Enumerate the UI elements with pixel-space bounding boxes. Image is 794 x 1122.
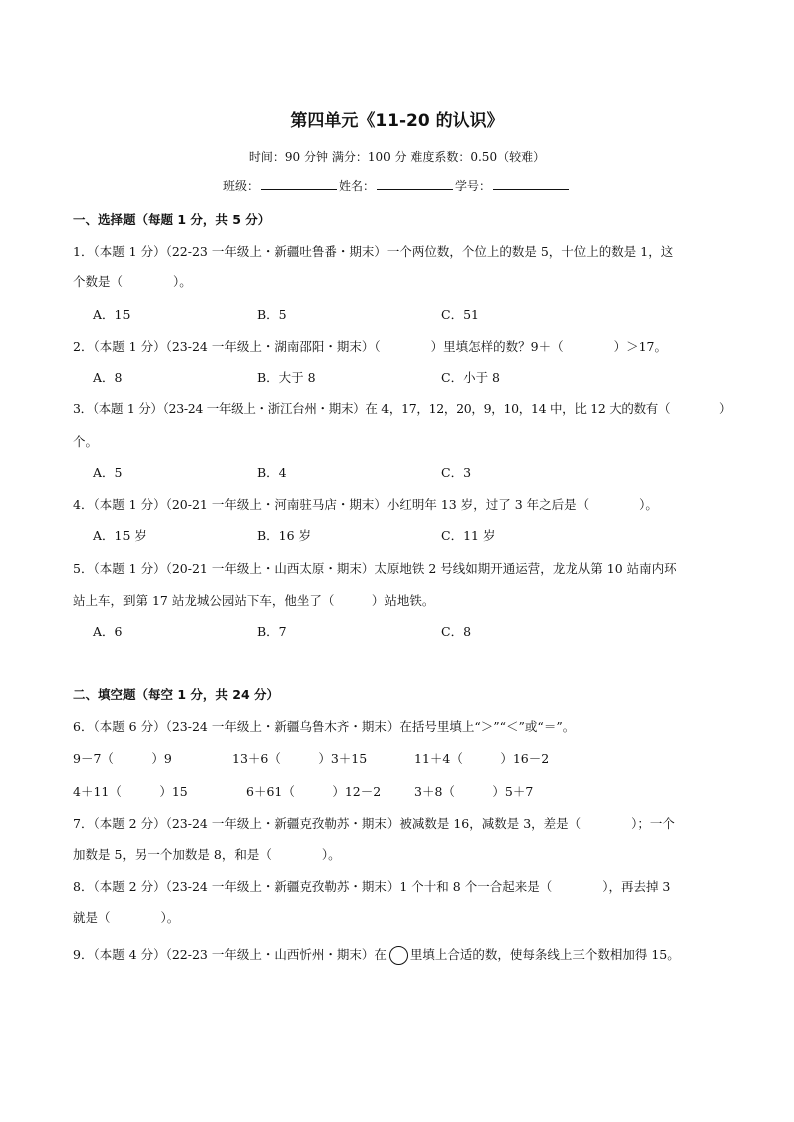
id-label: 学号： (455, 179, 492, 193)
q1-option-c[interactable]: C．51 (441, 307, 479, 322)
q6-compare-2[interactable]: 13＋6（ ）3＋15 (232, 751, 368, 766)
q1-text-line2: 个数是（ ）。 (73, 274, 192, 289)
circle-blank-icon (389, 946, 408, 965)
q1-text-line1: 1．（本题 1 分）（22-23 一年级上・新疆吐鲁番・期末）一个两位数，个位上的数是 5，十位上的数是 1，这 (73, 244, 674, 259)
q3-option-a[interactable]: A．5 (93, 465, 123, 480)
q1-option-b[interactable]: B．5 (257, 307, 287, 322)
q2-option-b[interactable]: B．大于 8 (257, 370, 316, 385)
q5-text-line1: 5．（本题 1 分）（20-21 一年级上・山西太原・期末）太原地铁 2 号线如期开通运营，龙龙从第 10 站南内环 (73, 561, 677, 576)
q8-text-line1: 8．（本题 2 分）（23-24 一年级上・新疆克孜勒苏・期末）1 个十和 8 个一合起来是（ ），再去掉 3 (73, 879, 671, 894)
q3-option-c[interactable]: C．3 (441, 465, 472, 480)
q2-option-c[interactable]: C．小于 8 (441, 370, 500, 385)
q7-text-line2: 加数是 5，另一个加数是 8，和是（ ）。 (73, 847, 341, 862)
q6-text-line1: 6．（本题 6 分）（23-24 一年级上・新疆乌鲁木齐・期末）在括号里填上“＞”“＜”或“＝”。 (73, 719, 576, 734)
q8-text-line2: 就是（ ）。 (73, 910, 180, 925)
q4-option-b[interactable]: B．16 岁 (257, 528, 312, 543)
class-blank[interactable] (261, 177, 337, 190)
class-label: 班级： (222, 179, 259, 193)
student-info (0, 177, 794, 194)
q4-option-c[interactable]: C．11 岁 (441, 528, 496, 543)
q2-option-a[interactable]: A．8 (93, 370, 123, 385)
name-blank[interactable] (377, 177, 453, 190)
q5-option-a[interactable]: A．6 (93, 624, 123, 639)
q6-compare-4[interactable]: 4＋11（ ）15 (73, 784, 188, 799)
q3-option-b[interactable]: B．4 (257, 465, 287, 480)
q5-text-line2: 站上车，到第 17 站龙城公园站下车，他坐了（ ）站地铁。 (73, 593, 435, 608)
q9-suffix: 里填上合适的数，使每条线上三个数相加得 15。 (409, 947, 680, 962)
q4-option-a[interactable]: A．15 岁 (93, 528, 147, 543)
q6-compare-6[interactable]: 3＋8（ ）5＋7 (414, 784, 534, 799)
section-heading-fill: 二、填空题（每空 1 分，共 24 分） (73, 687, 280, 702)
q5-option-b[interactable]: B．7 (257, 624, 287, 639)
q6-compare-5[interactable]: 6＋61（ ）12－2 (246, 784, 382, 799)
q9-text (73, 946, 734, 965)
q3-text-line1: 3．（本题 1 分）（23-24 一年级上・浙江台州・期末）在 4，17，12，20，9，10，14 中，比 12 大的数有（ ） (73, 401, 732, 416)
q6-compare-3[interactable]: 11＋4（ ）16－2 (414, 751, 550, 766)
q2-text-line1: 2．（本题 1 分）（23-24 一年级上・湖南邵阳・期末）（ ）里填怎样的数？9＋（ ）＞17。 (73, 339, 667, 354)
q6-compare-1[interactable]: 9－7（ ）9 (73, 751, 172, 766)
q4-text-line1: 4．（本题 1 分）（20-21 一年级上・河南驻马店・期末）小红明年 13 岁，过了 3 年之后是（ ）。 (73, 497, 658, 512)
q3-text-line2: 个。 (73, 434, 99, 449)
name-label: 姓名： (338, 179, 375, 193)
id-blank[interactable] (493, 177, 569, 190)
q9-prefix: 9．（本题 4 分）（22-23 一年级上・山西忻州・期末）在 (73, 947, 387, 962)
exam-meta: 时间：90 分钟 满分：100 分 难度系数：0.50（较难） (248, 150, 546, 164)
section-heading-choice: 一、选择题（每题 1 分，共 5 分） (73, 212, 271, 227)
q7-text-line1: 7．（本题 2 分）（23-24 一年级上・新疆克孜勒苏・期末）被减数是 16，减数是 3，差是（ ）；一个 (73, 816, 675, 831)
page-title: 第四单元《11-20 的认识》 (290, 111, 504, 131)
q5-option-c[interactable]: C．8 (441, 624, 472, 639)
q1-option-a[interactable]: A．15 (93, 307, 131, 322)
